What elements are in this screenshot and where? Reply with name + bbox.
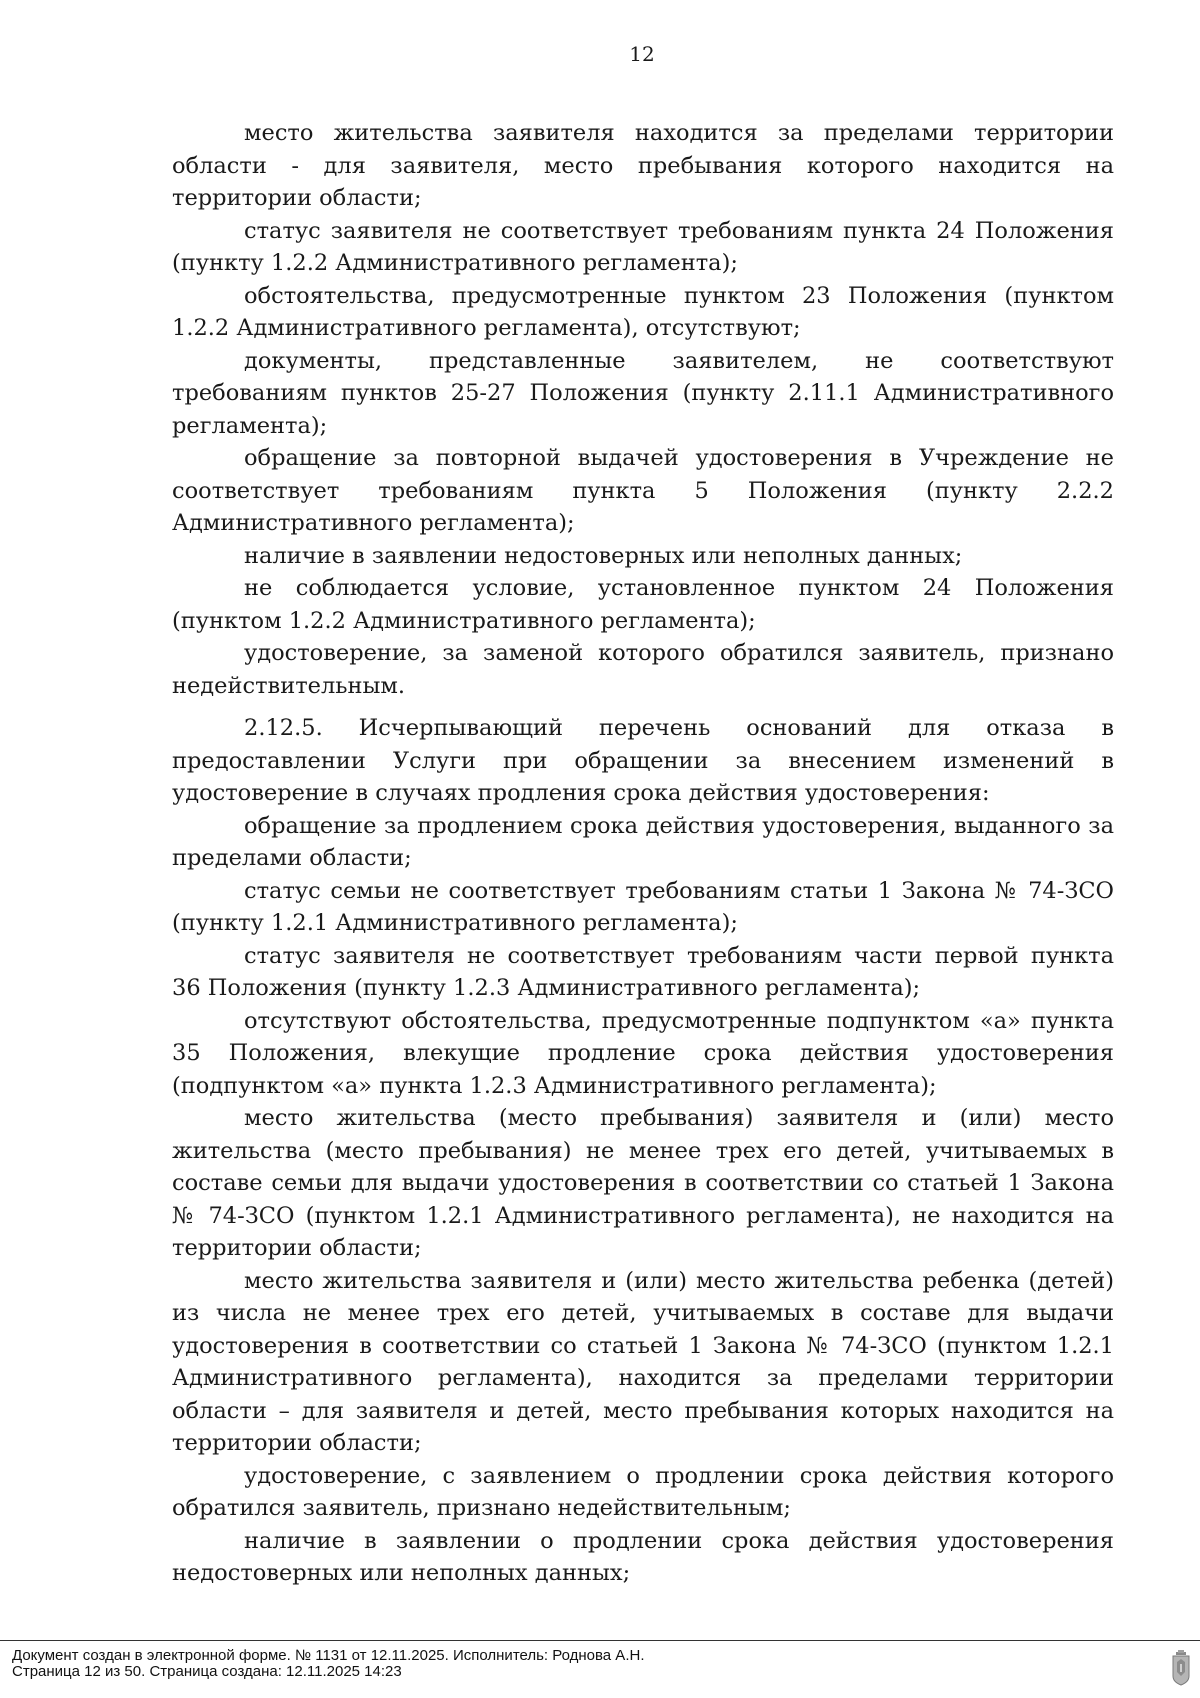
paragraph: обращение за повторной выдачей удостоверения в Учреждение не соответствует требованиям пункта 5 Положения (пункту 2.2.2 Административного регламента); <box>172 445 1114 536</box>
paragraph: обстоятельства, предусмотренные пунктом 23 Положения (пунктом 1.2.2 Административного регламента), отсутствуют; <box>172 282 1114 341</box>
footer <box>12 1648 1162 1680</box>
document-body <box>172 117 1114 1590</box>
paragraph: статус заявителя не соответствует требованиям пункта 24 Положения (пункту 1.2.2 Административного регламента); <box>172 217 1114 276</box>
paragraph: документы, представленные заявителем, не соответствуют требованиям пунктов 25-27 Положения (пункту 2.11.1 Административного регламента); <box>172 347 1114 439</box>
paragraph: место жительства заявителя и (или) место жительства ребенка (детей) из числа не менее трех его детей, учитываемых в составе для выдачи удостоверения в соответствии со статьей 1 Закона № 74-ЗСО (пунктом 1.2.1 Административного регламента), находится за пределами территории области – для заявителя и детей, место пребывания которых находится на территории области; <box>172 1267 1114 1456</box>
paragraph: место жительства заявителя находится за пределами территории области - для заявителя, место пребывания которого находится на территории области; <box>172 120 1114 211</box>
paragraph: отсутствуют обстоятельства, предусмотренные подпунктом «а» пункта 35 Положения, влекущие продление срока действия удостоверения (подпунктом «а» пункта 1.2.3 Административного регламента); <box>172 1007 1114 1099</box>
paragraph: статус семьи не соответствует требованиям статьи 1 Закона № 74-ЗСО (пункту 1.2.1 Административного регламента); <box>172 877 1114 936</box>
paragraph: удостоверение, с заявлением о продлении срока действия которого обратился заявитель, признано недействительным; <box>172 1462 1114 1521</box>
paragraph: не соблюдается условие, установленное пунктом 24 Положения (пунктом 1.2.2 Административного регламента); <box>172 575 1114 634</box>
paragraph: наличие в заявлении о продлении срока действия удостоверения недостоверных или неполных данных; <box>172 1527 1114 1586</box>
paragraph: статус заявителя не соответствует требованиям части первой пункта 36 Положения (пункту 1.2.3 Административного регламента); <box>172 942 1114 1001</box>
paragraph: наличие в заявлении недостоверных или неполных данных; <box>244 542 963 569</box>
page-number: 12 <box>629 42 655 66</box>
coat-of-arms-icon <box>1170 1650 1192 1686</box>
paragraph: удостоверение, за заменой которого обратился заявитель, признано недействительным. <box>172 640 1114 699</box>
footer-divider <box>0 1640 1200 1641</box>
paragraph: место жительства (место пребывания) заявителя и (или) место жительства (место пребывания) не менее трех его детей, учитываемых в составе семьи для выдачи удостоверения в соответствии со статьей 1 Закона № 74-ЗСО (пунктом 1.2.1 Административного регламента), не находится на территории области; <box>172 1105 1114 1261</box>
section-heading-paragraph: 2.12.5. Исчерпывающий перечень оснований для отказа в предоставлении Услуги при обращении за внесением изменений в удостоверение в случаях продления срока действия удостоверения: <box>172 715 1114 806</box>
footer-document-info: Документ создан в электронной форме. № 1131 от 12.11.2025. Исполнитель: Роднова А.Н. <box>12 1647 645 1664</box>
footer-page-info: Страница 12 из 50. Страница создана: 12.11.2025 14:23 <box>12 1663 402 1680</box>
paragraph: обращение за продлением срока действия удостоверения, выданного за пределами области; <box>172 812 1114 871</box>
